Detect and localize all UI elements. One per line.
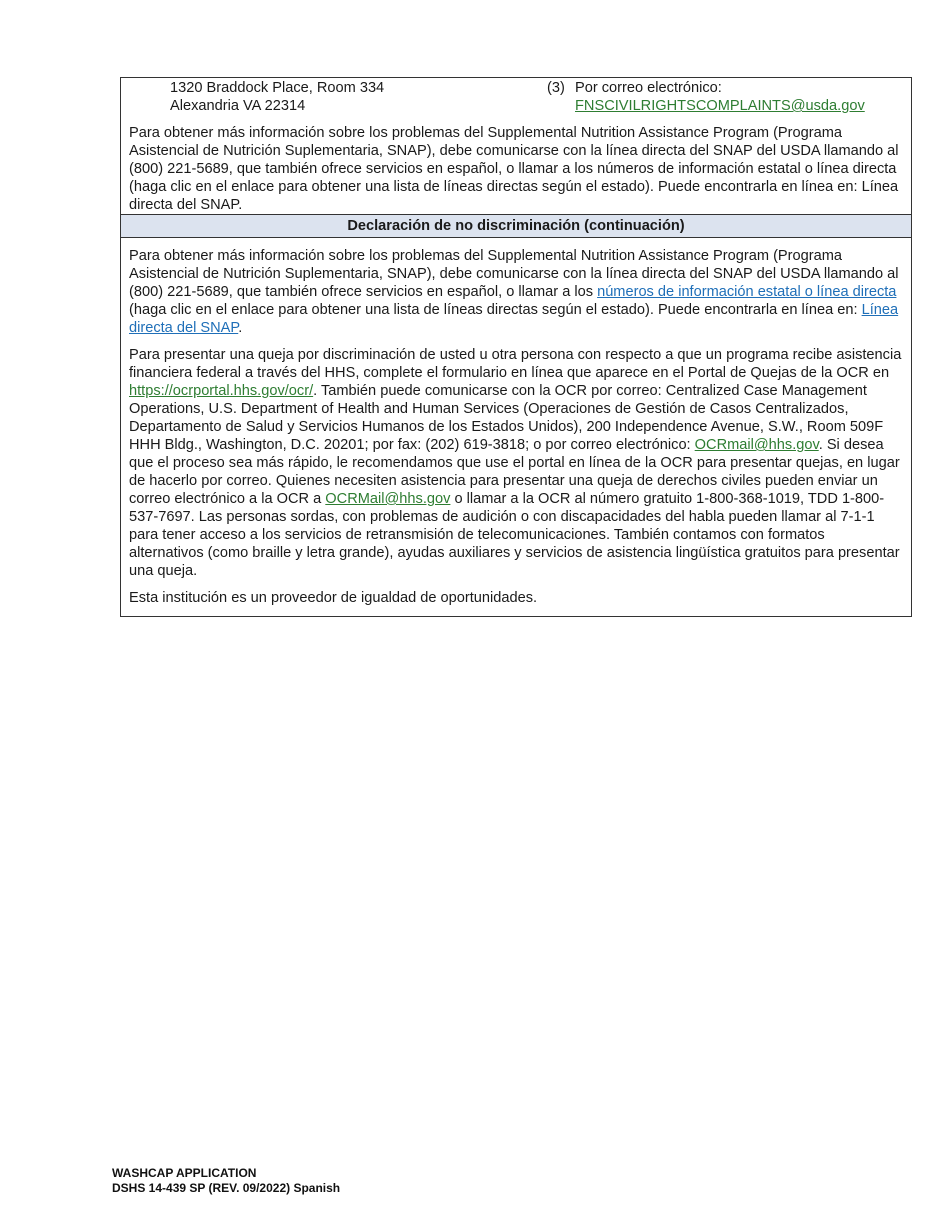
hhs-text-part: . Si desea que el proceso sea más rápido, le recomendamos que use el portal en línea de la OCR para presentar quejas, en lugar de hacerlo por correo. Quienes necesiten asistencia para presentar una queja de derechos civiles pueden enviar un correo electrónico a la OCR a bbox=[129, 437, 900, 507]
snap-info-linked-paragraph bbox=[129, 247, 903, 337]
section-header: Declaración de no discriminación (continuación) bbox=[121, 214, 911, 238]
address-row bbox=[121, 78, 911, 116]
snap-text-part: (haga clic en el enlace para obtener una lista de líneas directas según el estado). Puede encontrarla en línea en: bbox=[129, 302, 862, 318]
snap-hotline-link[interactable]: Línea directa del SNAP bbox=[129, 302, 899, 336]
ocr-portal-link[interactable]: https://ocrportal.hhs.gov/ocr/ bbox=[129, 383, 314, 399]
address-line-1: 1320 Braddock Place, Room 334 bbox=[170, 80, 385, 96]
snap-info-paragraph: Para obtener más información sobre los problemas del Supplemental Nutrition Assistance Program (Programa Asistencial de Nutrición Suplementaria, SNAP), debe comunicarse con la línea directa del SNAP del USDA llamando al (800) 221-5689, que también ofrece servicios en español, o llamar a los números de información estatal o línea directa (haga clic en el enlace para obtener una lista de líneas directas según el estado). Puede encontrarla en línea en: Línea directa del SNAP. bbox=[129, 125, 899, 213]
ocr-email-link-2[interactable]: OCRMail@hhs.gov bbox=[325, 491, 451, 507]
option-number: (3) bbox=[547, 80, 565, 96]
nondiscrimination-box bbox=[120, 77, 912, 617]
footer-form-title: WASHCAP APPLICATION bbox=[112, 1166, 257, 1180]
snap-text-part: . bbox=[238, 320, 243, 336]
section-body bbox=[121, 238, 911, 616]
hhs-text-part: Para presentar una queja por discriminación de usted u otra persona con respecto a que un programa recibe asistencia financiera federal a través del HHS, complete el formulario en línea que aparece en el Portal de Quejas de la OCR en bbox=[129, 347, 902, 381]
mailing-address bbox=[170, 79, 384, 115]
hhs-text-part: o llamar a la OCR al número gratuito 1-800-368-1019, TDD 1-800-537-7697. Las personas sordas, con problemas de audición o con discapacidades del habla pueden llamar al 7-1-1 para tener acceso a los servicios de retransmisión de telecomunicaciones. También contamos con formatos alternativos (como braille y letra grande), ayudas auxiliares y servicios de asistencia lingüística gratuitos para presentar una queja. bbox=[129, 491, 900, 579]
equal-opportunity-statement: Esta institución es un proveedor de igualdad de oportunidades. bbox=[129, 590, 538, 606]
address-line-2: Alexandria VA 22314 bbox=[170, 98, 306, 114]
hhs-complaint-paragraph bbox=[129, 346, 903, 580]
form-footer bbox=[112, 1166, 340, 1196]
snap-text-part: Para obtener más información sobre los problemas del Supplemental Nutrition Assistance Program (Programa Asistencial de Nutrición Suplementaria, SNAP), debe comunicarse con la línea directa del SNAP del USDA llamando al (800) 221-5689, que también ofrece servicios en español, o llamar a los bbox=[129, 248, 899, 300]
usda-email-link[interactable]: FNSCIVILRIGHTSCOMPLAINTS@usda.gov bbox=[575, 98, 865, 114]
footer-form-number: DSHS 14-439 SP (REV. 09/2022) Spanish bbox=[112, 1181, 341, 1195]
ocr-email-link[interactable]: OCRmail@hhs.gov bbox=[694, 437, 819, 453]
state-hotlines-link[interactable]: números de información estatal o línea directa bbox=[597, 284, 897, 300]
hhs-text-part: . También puede comunicarse con la OCR por correo: Centralized Case Management Operations, U.S. Department of Health and Human Services (Operaciones de Gestión de Casos Centralizados, Departamento de Salud y Servicios Humanos de los Estados Unidos), 200 Independence Avenue, S.W., Room 509F HHH Bldg., Washington, D.C. 20201; por fax: (202) 619-3818; o por correo electrónico: bbox=[129, 383, 884, 453]
email-option-label: Por correo electrónico: bbox=[575, 80, 722, 96]
